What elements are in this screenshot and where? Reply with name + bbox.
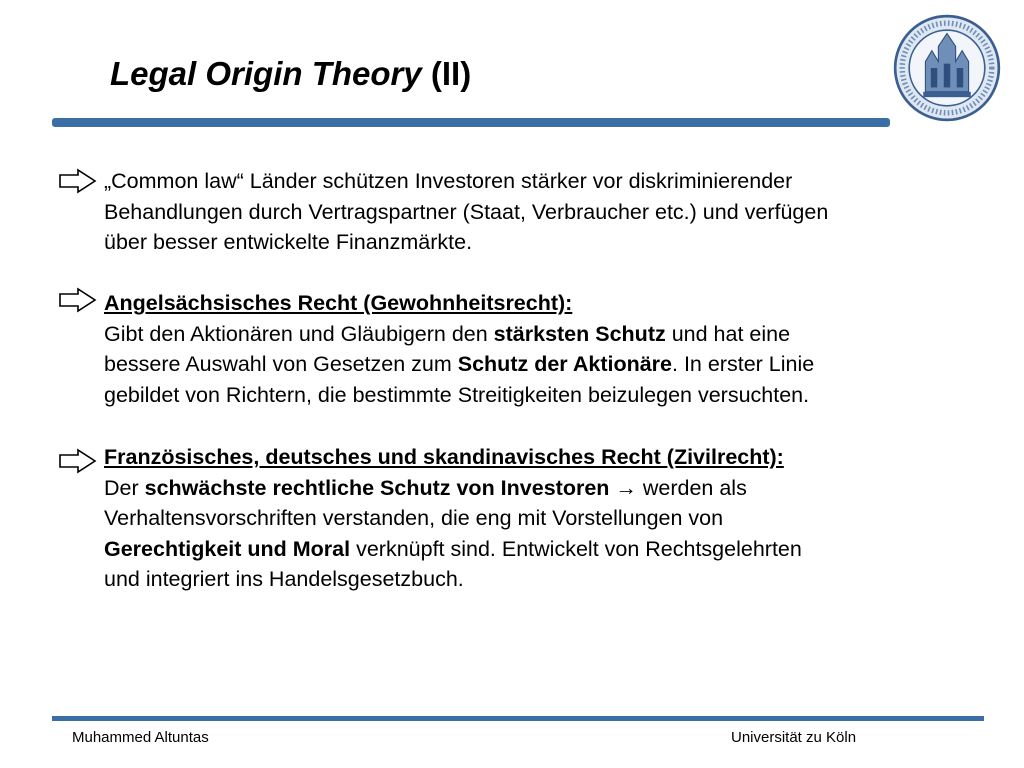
text-line: „Common law“ Länder schützen Investoren stärker vor diskriminierender — [104, 169, 793, 193]
bold-segment: stärksten Schutz — [493, 321, 666, 346]
bold-segment: schwächste rechtliche Schutz von Investoren — [144, 475, 610, 500]
bullet-angelsaechsisches-recht — [104, 288, 984, 410]
bullet-heading: Französisches, deutsches und skandinavisches Recht (Zivilrecht): — [104, 445, 784, 469]
text-segment: → werden als — [609, 475, 747, 500]
text-segment: Verhaltensvorschriften verstanden, die eng mit Vorstellungen von — [104, 506, 724, 530]
arrow-right-outline-icon — [58, 168, 98, 194]
text-line: über besser entwickelte Finanzmärkte. — [104, 230, 473, 254]
bullet-common-law — [104, 166, 984, 258]
arrow-right-outline-icon — [58, 448, 98, 474]
text-segment: gebildet von Richtern, die bestimmte Streitigkeiten beizulegen versuchten. — [104, 382, 810, 407]
footer-institution: Universität zu Köln — [731, 729, 857, 746]
text-segment: . In erster Linie — [672, 352, 815, 376]
title-divider — [52, 118, 890, 127]
text-segment: und integriert ins Handelsgesetzbuch. — [104, 567, 464, 591]
slide-title — [110, 56, 471, 92]
bold-segment: Gerechtigkeit und Moral — [104, 536, 351, 561]
title-suffix: (II) — [430, 55, 472, 92]
bullet-heading: Angelsächsisches Recht (Gewohnheitsrecht): — [104, 291, 573, 315]
text-segment: bessere Auswahl von Gesetzen zum — [104, 352, 458, 376]
footer-divider — [52, 716, 984, 721]
university-seal-icon — [893, 14, 1001, 122]
text-segment: Der — [104, 475, 145, 500]
text-segment: verknüpft sind. Entwickelt von Rechtsgelehrten — [350, 536, 802, 561]
title-main: Legal Origin Theory — [110, 55, 422, 92]
bullet-zivilrecht — [104, 442, 984, 595]
footer-author: Muhammed Altuntas — [72, 729, 209, 746]
text-segment: und hat eine — [665, 321, 791, 346]
text-line: Behandlungen durch Vertragspartner (Staat, Verbraucher etc.) und verfügen — [104, 199, 829, 224]
bold-segment: Schutz der Aktionäre — [457, 352, 672, 376]
text-segment: Gibt den Aktionären und Gläubigern den — [104, 321, 494, 346]
arrow-right-outline-icon — [58, 287, 98, 313]
